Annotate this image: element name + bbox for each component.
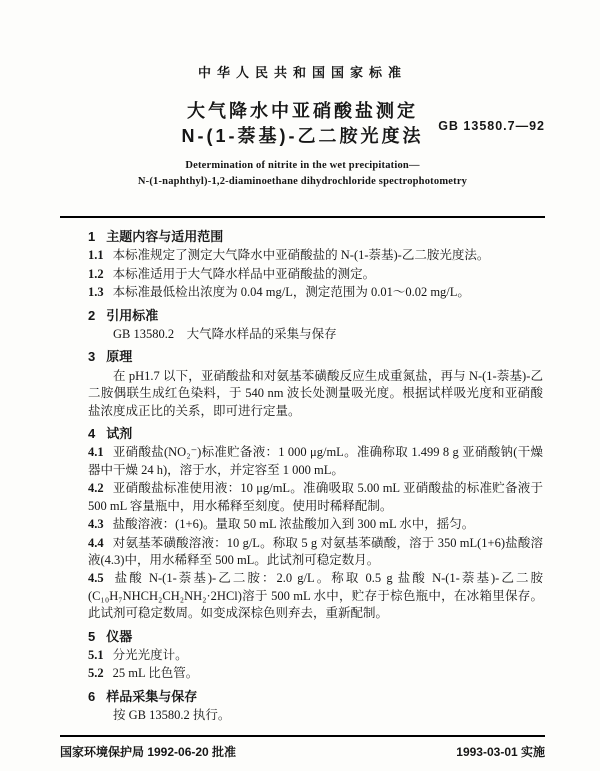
clause-number: 1.3 — [88, 285, 104, 300]
section-number: 6 — [88, 688, 96, 704]
section-heading — [88, 425, 543, 442]
title-block — [60, 99, 545, 149]
clause-text: 本标准规定了测定大气降水中亚硝酸盐的 N-(1-萘基)-乙二胺光度法。 — [112, 248, 490, 263]
section-title: 原理 — [106, 349, 133, 365]
clause-4-4 — [88, 535, 543, 570]
section-title: 引用标准 — [106, 307, 159, 323]
clause-4-1 — [88, 444, 543, 479]
clause-5-2 — [88, 665, 543, 682]
clause-number: 4.4 — [88, 535, 104, 550]
clause-1-3 — [88, 284, 543, 301]
section-heading — [88, 307, 543, 324]
section-title: 主题内容与适用范围 — [106, 229, 224, 244]
clause-text: 按 GB 13580.2 执行。 — [113, 708, 231, 723]
section-1-scope — [88, 228, 543, 302]
clause-1-1 — [88, 247, 543, 264]
document-body — [60, 218, 545, 725]
document-footer — [60, 743, 545, 760]
section-number: 3 — [88, 349, 96, 365]
section-title: 样品采集与保存 — [106, 688, 198, 704]
clause-4-2 — [88, 480, 543, 515]
section-heading — [88, 628, 543, 645]
document-title-zh-line1: 大气降水中亚硝酸盐测定 — [187, 101, 418, 121]
clause-text: 亚硝酸盐标准使用液：10 μg/mL。准确吸取 5.00 mL 亚硝酸盐的标准贮备液于 500 mL 容量瓶中，用水稀释至刻度。使用时稀释配制。 — [88, 481, 543, 513]
clause-number: 5.1 — [88, 647, 104, 662]
clause-number: 5.2 — [88, 666, 104, 681]
clause-text: 本标准适用于大气降水样品中亚硝酸盐的测定。 — [112, 266, 376, 281]
section-number: 5 — [88, 628, 96, 644]
clause-number: 4.2 — [88, 481, 104, 496]
section-4-reagents — [88, 425, 543, 622]
section-number: 4 — [88, 426, 96, 442]
section-2-references — [88, 307, 543, 344]
clause-number: 1.1 — [88, 248, 104, 263]
clause-number: 1.2 — [88, 266, 104, 281]
section-number: 2 — [88, 307, 96, 323]
clause-text: 盐酸溶液：(1+6)。量取 50 mL 浓盐酸加入到 300 mL 水中，摇匀。 — [112, 517, 475, 532]
clause-text: 盐酸 N-(1-萘基)-乙二胺：2.0 g/L。称取 0.5 g 盐酸 N-(1-萘基)-乙二胺(C₁₀H₇NHCH₂CH₂NH₂·2HCl)溶于 500 mL 水中，贮存于棕色瓶中，在冰箱里保存。此试剂可稳定数周。如变成深棕色则弃去，重新配制。 — [88, 571, 543, 621]
section-3-principle — [88, 348, 543, 420]
clause-text: 25 mL 比色管。 — [112, 666, 199, 681]
clause-text: 亚硝酸盐(NO₂⁻)标准贮备液：1 000 μg/mL。准确称取 1.499 8 g 亚硝酸钠(干燥器中干燥 24 h)，溶于水，并定容至 1 000 mL。 — [88, 445, 543, 477]
clause-text: 分光光度计。 — [112, 647, 188, 662]
section-heading — [88, 348, 543, 365]
footer-divider — [60, 735, 545, 737]
sampling-paragraph — [88, 707, 543, 724]
section-title: 仪器 — [106, 628, 133, 644]
section-number: 1 — [88, 229, 96, 244]
clause-number: 4.5 — [88, 571, 104, 586]
document-title-en-line1: Determination of nitrite in the wet precipitation— — [185, 160, 420, 171]
section-title: 试剂 — [106, 426, 133, 442]
clause-1-2 — [88, 266, 543, 283]
clause-4-3 — [88, 516, 543, 533]
document-title-zh-line2: N-(1-萘基)-乙二胺光度法 — [181, 126, 424, 146]
footer-approval: 国家环境保护局 1992-06-20 批准 — [60, 745, 237, 759]
footer-implementation: 1993-03-01 实施 — [456, 745, 545, 759]
standard-number: GB 13580.7—92 — [438, 119, 545, 133]
referenced-standard — [88, 326, 543, 343]
clause-4-5 — [88, 570, 543, 622]
clause-text: GB 13580.2 大气降水样品的采集与保存 — [113, 327, 337, 342]
principle-paragraph — [88, 368, 543, 420]
document-title-en-line2: N-(1-naphthyl)-1,2-diaminoethane dihydrochloride spectrophotometry — [137, 176, 468, 187]
clause-number: 4.3 — [88, 517, 104, 532]
clause-5-1 — [88, 647, 543, 664]
clause-text: 对氨基苯磺酸溶液：10 g/L。称取 5 g 对氨基苯磺酸，溶于 350 mL(1+6)盐酸溶液(4.3)中，用水稀释至 500 mL。此试剂可稳定数月。 — [88, 535, 543, 567]
clause-number: 4.1 — [88, 445, 104, 460]
clause-text: 本标准最低检出浓度为 0.04 mg/L，测定范围为 0.01～0.02 mg/L。 — [112, 285, 470, 300]
standard-category-label: 中华人民共和国国家标准 — [197, 65, 407, 80]
section-heading — [88, 228, 543, 245]
section-heading — [88, 688, 543, 705]
section-6-sampling — [88, 688, 543, 725]
clause-text: 在 pH1.7 以下，亚硝酸盐和对氨基苯磺酸反应生成重氮盐，再与 N-(1-萘基)-乙二胺偶联生成红色染料，于 540 nm 波长处测量吸光度。根据试样吸光度和亚硝酸盐浓度成正比的关系，即可进行定量。 — [88, 368, 543, 418]
section-5-apparatus — [88, 628, 543, 683]
document-title-en — [60, 158, 545, 190]
